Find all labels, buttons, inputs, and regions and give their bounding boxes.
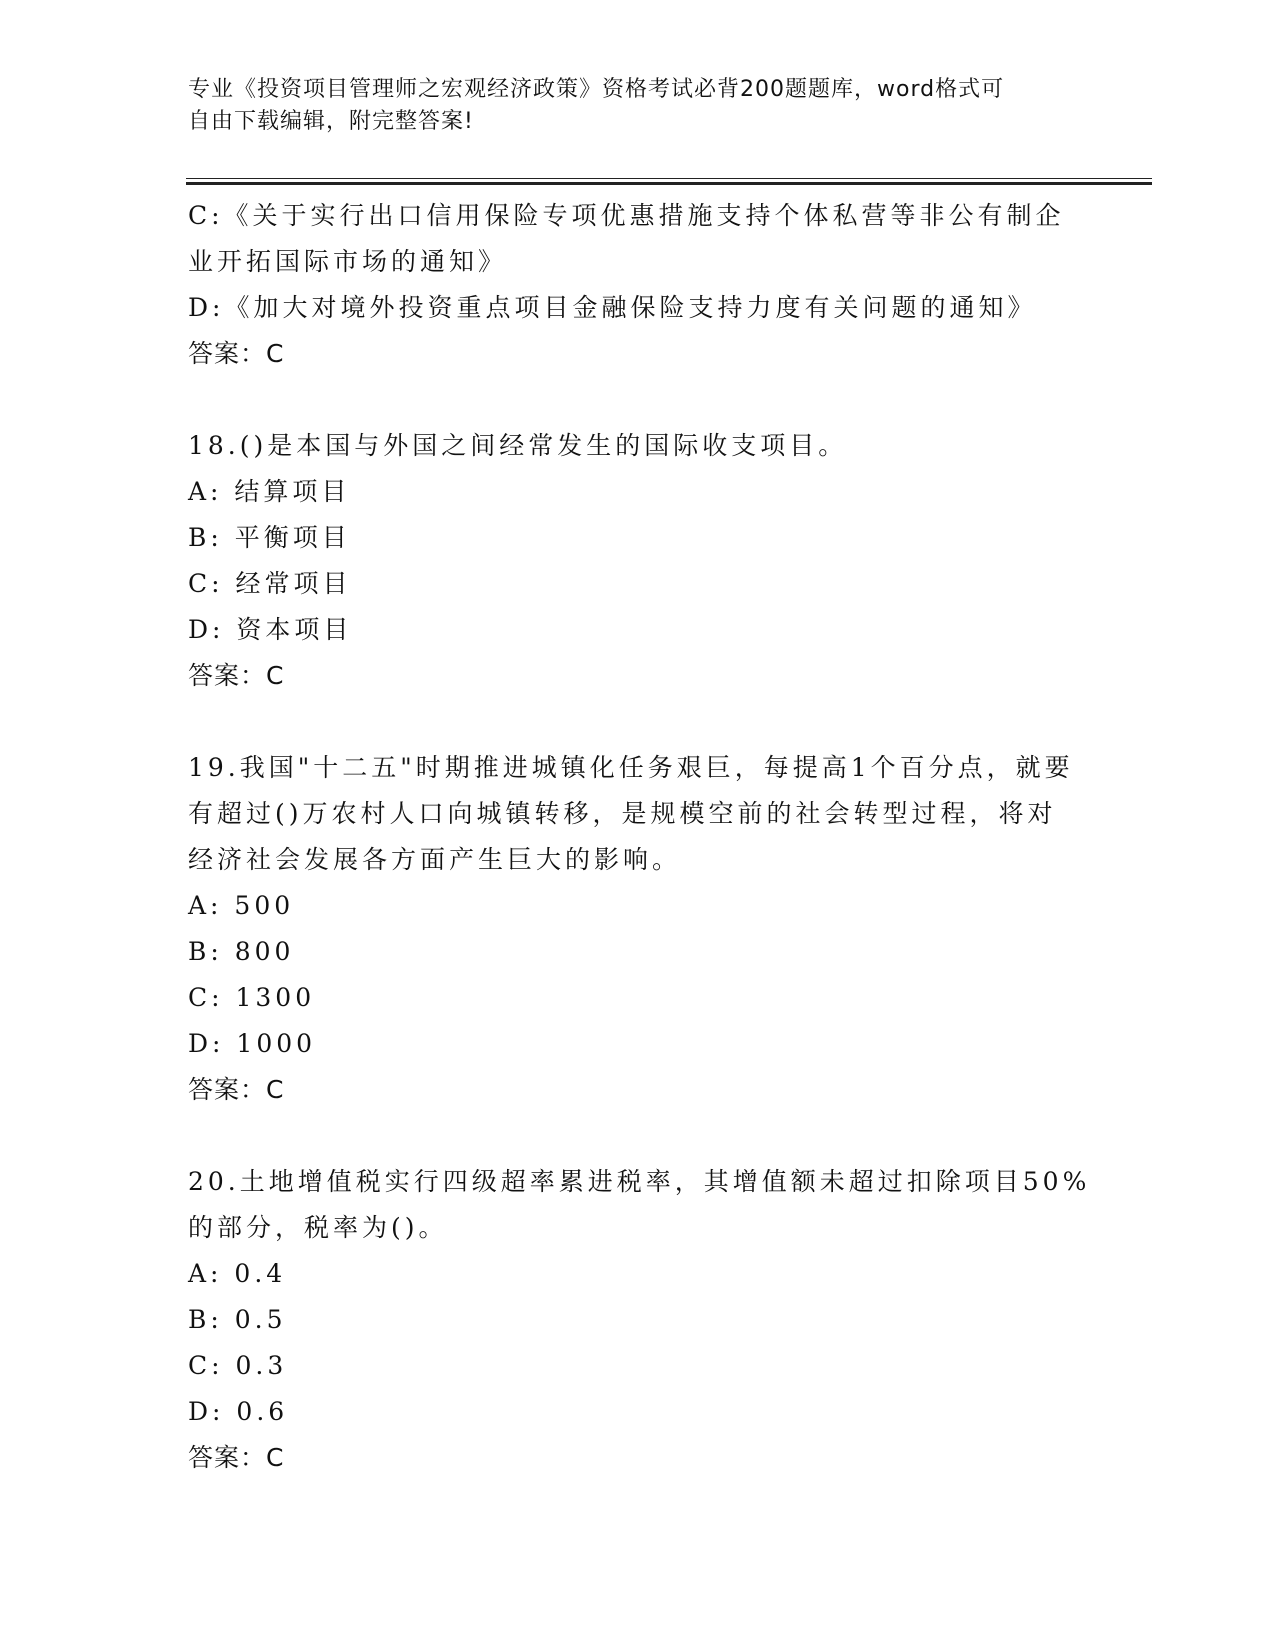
header-line-2: 自由下载编辑，附完整答案! xyxy=(188,109,474,134)
q19-question-line1: 19.我国"十二五"时期推进城镇化任务艰巨，每提高1个百分点，就要 xyxy=(188,753,1074,782)
q17-option-d: D:《加大对境外投资重点项目金融保险支持力度有关问题的通知》 xyxy=(188,293,1037,322)
q17-option-c-line2: 业开拓国际市场的通知》 xyxy=(188,247,508,276)
q17-option-c-line1: C:《关于实行出口信用保险专项优惠措施支持个体私营等非公有制企 xyxy=(188,201,1065,230)
q20-question-line1: 20.土地增值税实行四级超率累进税率，其增值额未超过扣除项目50% xyxy=(188,1167,1091,1196)
document-header xyxy=(188,74,1088,138)
q20-option-c: C: 0.3 xyxy=(188,1351,288,1380)
q19-answer: 答案：C xyxy=(188,1075,285,1104)
q20-option-d: D: 0.6 xyxy=(188,1397,289,1426)
q19-option-b: B: 800 xyxy=(188,937,295,966)
q18-option-b: B: 平衡项目 xyxy=(188,523,351,552)
question-list xyxy=(188,193,1091,1481)
q20-answer: 答案：C xyxy=(188,1443,285,1472)
q19-question-line3: 经济社会发展各方面产生巨大的影响。 xyxy=(188,845,682,874)
q17-answer: 答案：C xyxy=(188,339,285,368)
q19-question-line2: 有超过()万农村人口向城镇转移，是规模空前的社会转型过程，将对 xyxy=(188,799,1057,828)
q18-option-a: A: 结算项目 xyxy=(188,477,351,506)
header-rule-thick xyxy=(186,182,1152,185)
q18-question: 18.()是本国与外国之间经常发生的国际收支项目。 xyxy=(188,431,848,460)
q20-option-a: A: 0.4 xyxy=(188,1259,287,1288)
header-rule-thin xyxy=(186,178,1152,179)
q18-answer: 答案：C xyxy=(188,661,285,690)
header-line-1: 专业《投资项目管理师之宏观经济政策》资格考试必背200题题库，word格式可 xyxy=(188,77,1005,102)
q18-option-c: C: 经常项目 xyxy=(188,569,352,598)
q20-option-b: B: 0.5 xyxy=(188,1305,287,1334)
q19-option-a: A: 500 xyxy=(188,891,295,920)
q19-option-d: D: 1000 xyxy=(188,1029,317,1058)
q20-question-line2: 的部分，税率为()。 xyxy=(188,1213,448,1242)
q18-option-d: D: 资本项目 xyxy=(188,615,353,644)
q19-option-c: C: 1300 xyxy=(188,983,316,1012)
